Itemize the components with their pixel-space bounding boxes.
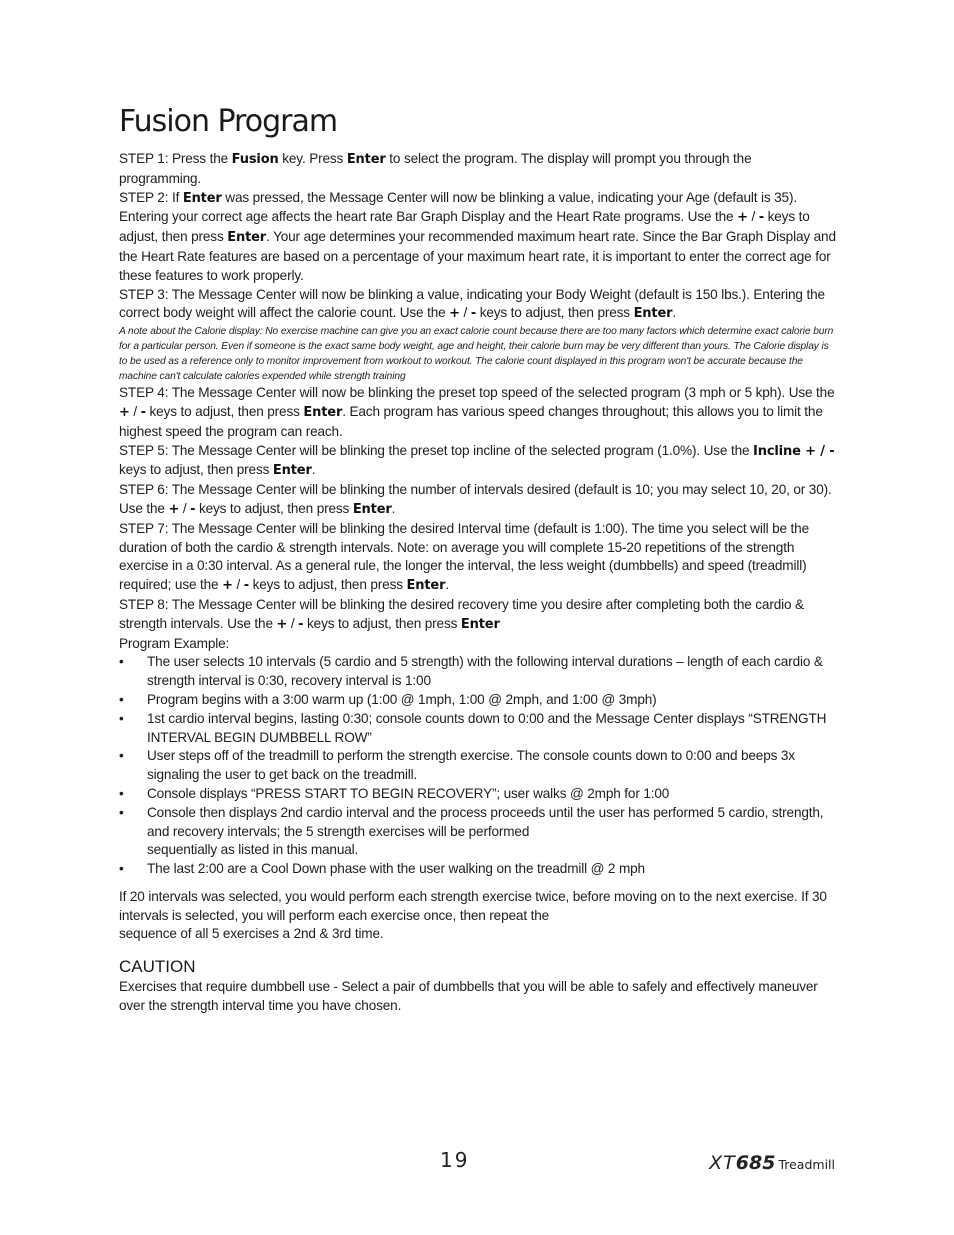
plus-key: + (168, 501, 180, 517)
fusion-key: Fusion (231, 152, 279, 167)
step-1-text-2: key. Press (278, 151, 347, 166)
step-6-text-3: . (391, 500, 396, 516)
list-item-text: 1st cardio interval begins, lasting 0:30; console counts down to 0:00 and the Message Center displays “STRENGTH INTERVAL BEGIN DUMBBELL ROW” (147, 710, 827, 745)
step-4-text: STEP 4: The Message Center will now be blinking the preset top speed of the selected program (3 mph or 5 kph). Use the (119, 385, 835, 401)
list-item-text: Console displays “PRESS START TO BEGIN RECOVERY”; user walks @ 2mph for 1:00 (147, 785, 670, 801)
step-7-text-3: . (445, 577, 449, 593)
step-2-text-3: keys to adjust, then press (119, 209, 810, 245)
page-title: Fusion Program (119, 104, 338, 139)
logo-model: 685 (735, 1152, 776, 1174)
step-2-text-4: . Your age determines your recommended maximum heart rate. Since the Bar Graph Display and the Heart Rate features are based on a percentage of your maximum heart rate, it is important to enter the correct age for these features to work properly. (119, 229, 836, 283)
plus-key: + (449, 306, 460, 322)
enter-key: Enter (272, 463, 312, 479)
list-item (119, 691, 837, 710)
enter-key: Enter (227, 230, 267, 246)
step-2-text-2: was pressed, the Message Center will now be blinking a value, indicating your Age (default is 35). Entering your correct age affects the heart rate Bar Graph Display and the Heart Rate programs. Use the (119, 189, 797, 225)
bullet-icon: • (119, 785, 124, 801)
step-3 (119, 286, 837, 325)
enter-key: Enter (346, 152, 386, 167)
list-item (119, 747, 837, 785)
bullet-icon: • (119, 654, 124, 670)
plus-key: + (737, 210, 748, 226)
step-1-text: STEP 1: Press the (119, 151, 232, 166)
slash: / (232, 577, 244, 593)
step-2 (119, 189, 837, 286)
step-1 (119, 150, 837, 189)
bullet-icon: • (119, 710, 124, 726)
step-8 (119, 596, 837, 635)
step-7-text: STEP 7: The Message Center will be blinking the desired Interval time (default is 1:00). The time you select will be the duration of both the cardio & strength intervals. Note: on average you will complete 15-20 repetitions of the strength exercise in a 0:30 interval. As a general rule, the longer the interval, the less weight (dumbbells) and speed (treadmill) required; use the (119, 520, 809, 593)
step-3-text: STEP 3: The Message Center will now be blinking a value, indicating your Body Weight (default is 150 lbs.). Entering the correct body weight will affect the calorie count. Use the (119, 286, 825, 321)
step-3-text-3: . (672, 305, 677, 321)
step-8-text: STEP 8: The Message Center will be blinking the desired recovery time you desire after completing both the cardio & strength intervals. Use the (119, 596, 804, 631)
enter-key: Enter (303, 404, 343, 420)
slash: / (287, 615, 299, 631)
enter-key: Enter (406, 578, 446, 594)
bullet-icon: • (119, 748, 124, 764)
step-4-text-2: keys to adjust, then press (145, 403, 304, 419)
page-content (119, 104, 837, 1016)
slash: / (747, 209, 759, 225)
minus-key: - (298, 616, 304, 632)
page-number: 19 (440, 1148, 470, 1172)
list-item (119, 710, 837, 748)
step-6-text-2: keys to adjust, then press (195, 500, 353, 516)
list-item-text: User steps off of the treadmill to perform the strength exercise. The console counts down to 0:00 and beeps 3x signaling the user to get back on the treadmill. (147, 748, 795, 783)
intervals-paragraph (119, 888, 837, 944)
step-4-text-3: . Each program has various speed changes throughout; this allows you to limit the highest speed the program can reach. (119, 403, 823, 439)
calorie-note: A note about the Calorie display: No exercise machine can give you an exact calorie count because there are too many factors which determine exact calorie burn for a particular person. Even if someone is the exact same body weight, age and height, their calorie burn may be very different than yours. The Calorie display is to be used as a reference only to monitor improvement from workout to workout. The calorie count displayed in this program won't be accurate because the machine can't calculate calories expended while strength training (119, 326, 834, 383)
list-item-text: Console then displays 2nd cardio interval and the process proceeds until the user has performed 5 cardio, strength, and recovery intervals; the 5 strength exercises will be performed (147, 804, 824, 839)
intervals-paragraph-text-2: sequence of all 5 exercises a 2nd & 3rd time. (119, 926, 384, 942)
intervals-paragraph-text: If 20 intervals was selected, you would perform each strength exercise twice, before moving on to the next exercise. If 30 intervals is selected, you will perform each exercise once, then repeat the (119, 888, 827, 923)
enter-key: Enter (460, 616, 500, 632)
slash: / (179, 500, 191, 516)
enter-key: Enter (182, 190, 222, 206)
caution-heading: CAUTION (119, 957, 196, 977)
step-5-text: STEP 5: The Message Center will be blinking the preset top incline of the selected program (1.0%). Use the (119, 442, 754, 458)
list-item (119, 804, 837, 860)
enter-key: Enter (352, 501, 392, 517)
step-7-text-2: keys to adjust, then press (249, 577, 407, 593)
list-item-text: Program begins with a 3:00 warm up (1:00 @ 1mph, 1:00 @ 2mph, and 1:00 @ 3mph) (147, 691, 657, 707)
minus-key: - (470, 306, 477, 322)
logo-xt: XT (709, 1152, 736, 1174)
minus-key: - (758, 210, 764, 226)
step-5-text-3: . (311, 462, 316, 478)
list-item (119, 785, 837, 804)
step-1-text-3: to select the program. The display will prompt you through the programming. (119, 151, 752, 186)
plus-key: + (222, 578, 233, 594)
step-3-text-2: keys to adjust, then press (476, 305, 634, 321)
list-item-text: The last 2:00 are a Cool Down phase with the user walking on the treadmill @ 2 mph (147, 861, 645, 877)
list-item (119, 860, 837, 879)
slash: / (459, 305, 471, 321)
minus-key: - (243, 578, 249, 594)
enter-key: Enter (633, 306, 673, 322)
product-logo (709, 1152, 835, 1174)
step-2-text: STEP 2: If (119, 189, 183, 205)
bullet-icon: • (119, 861, 124, 877)
logo-product: Treadmill (778, 1157, 835, 1172)
bullet-icon: • (119, 804, 124, 820)
step-6 (119, 481, 837, 520)
caution-text: Exercises that require dumbbell use - Select a pair of dumbbells that you will be able to safely and effectively maneuver over the strength interval time you have chosen. (119, 979, 818, 1014)
bullet-icon: • (119, 691, 124, 707)
step-8-text-2: keys to adjust, then press (303, 615, 461, 631)
list-item-text: The user selects 10 intervals (5 cardio and 5 strength) with the following interval durations – length of each cardio & strength interval is 0:30, recovery interval is 1:00 (147, 654, 823, 689)
plus-key: + (276, 616, 288, 632)
list-item-text-continued: sequentially as listed in this manual. (147, 842, 359, 858)
page-footer (0, 1148, 954, 1178)
step-5 (119, 442, 837, 482)
incline-keys: Incline + / - (753, 443, 835, 459)
step-5-text-2: keys to adjust, then press (119, 462, 273, 478)
step-6-text: STEP 6: The Message Center will be blinking the number of intervals desired (default is 10; you may select 10, 20, or 30). Use the (119, 482, 832, 516)
minus-key: - (190, 501, 196, 517)
program-example-label: Program Example: (119, 635, 230, 651)
plus-key: + (119, 404, 130, 420)
step-7 (119, 520, 837, 596)
slash: / (129, 403, 141, 419)
minus-key: - (140, 404, 146, 420)
program-example-list (119, 653, 837, 879)
list-item (119, 653, 837, 691)
step-4 (119, 384, 837, 441)
